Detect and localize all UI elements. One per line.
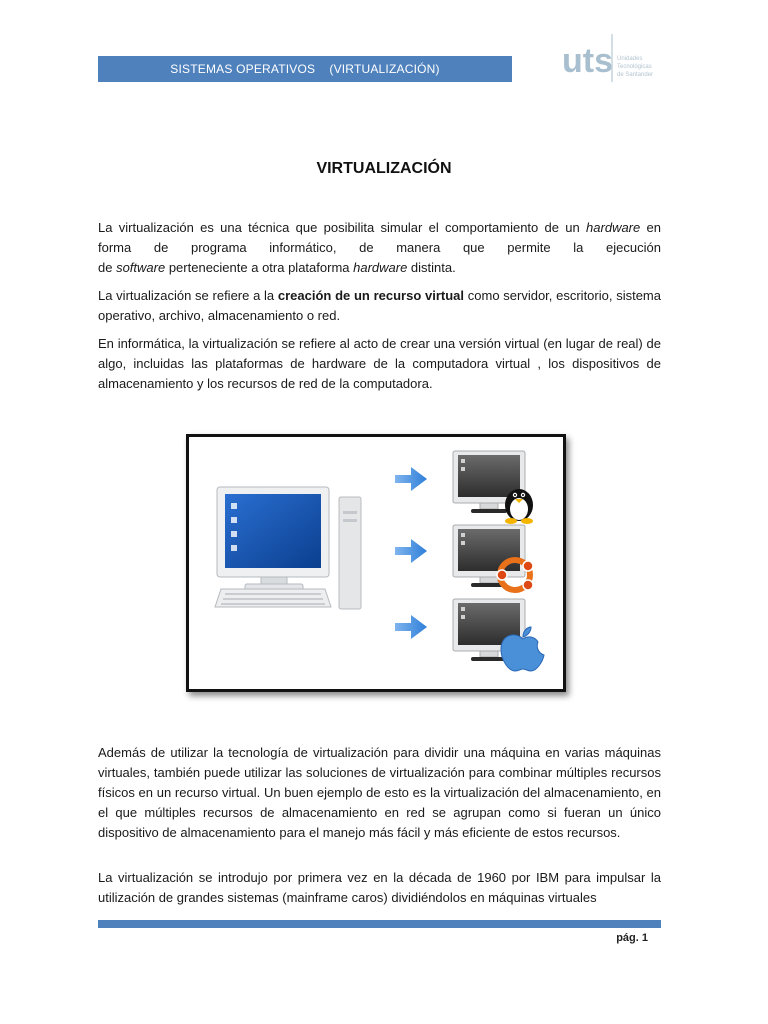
text-run: de [98, 260, 117, 275]
text-run: La virtualización se refiere a la [98, 288, 278, 303]
uts-logo-graphic [560, 30, 670, 88]
virtual-monitor-icon [453, 525, 525, 587]
virtualization-illustration [186, 434, 566, 692]
word: de [153, 240, 169, 255]
text-run-italic: hardware [353, 260, 408, 275]
logo-sub-line-2: Tecnológicas [617, 64, 652, 70]
logo-sub-line-1: Unidades [617, 56, 643, 62]
word: de [359, 240, 374, 255]
text-run-bold: creación de un recurso virtual [277, 288, 465, 303]
document-header-bar [98, 56, 512, 82]
paragraph-4: Además de utilizar la tecnología de virtualización para dividir una máquina en varias máquinas virtuales, también puede utilizar las soluciones de virtualización para combinar múltiples recursos físicos en un recurso virtual. Un buen ejemplo de esto es la virtualización del almacenamiento, en el que múltiples recursos de almacenamiento en red se agrupan como si fueran un único dispositivo de almacenamiento para el manejo más fácil y más eficiente de estos recursos. [98, 745, 661, 840]
paragraph-3: En informática, la virtualización se refiere al acto de crear una versión virtual (en lugar de real) de algo, incluidas las plataformas de hardware de la computadora virtual , los dispositivos de almacenamiento y los recursos de red de la computadora. [98, 336, 661, 391]
word: la [573, 240, 584, 255]
header-title: SISTEMAS OPERATIVOS (VIRTUALIZACIÓN) [170, 62, 440, 76]
paragraph-1-line-1 [98, 218, 661, 238]
document-footer-bar [98, 920, 661, 928]
logo-mark-text: uts [562, 42, 613, 80]
word: informático, [269, 240, 337, 255]
paragraph-1 [98, 218, 661, 278]
arrow-right-icon [395, 539, 427, 563]
logo-sub-line-3: de Santander [617, 72, 654, 78]
word: manera [396, 240, 441, 255]
desktop-computer-icon [215, 487, 361, 609]
word: programa [190, 240, 247, 255]
illustration-canvas [189, 437, 563, 689]
text-run: en [640, 220, 661, 235]
text-run: distinta. [407, 260, 456, 275]
word: que [462, 240, 485, 255]
paragraph-5: La virtualización se introdujo por primera vez en la década de 1960 por IBM para impulsar la utilización de grandes sistemas (mainframe caros) dividiéndolos en máquinas virtuales [98, 870, 661, 905]
arrow-right-icon [395, 467, 427, 491]
paragraph-1-line-2 [98, 238, 661, 258]
word: permite [507, 240, 551, 255]
page-title: VIRTUALIZACIÓN [316, 160, 452, 177]
paragraph-1-line-3 [98, 258, 661, 278]
text-run-italic: software [116, 260, 166, 275]
text-run: La virtualización es una técnica que posibilita simular el comportamiento de un [98, 220, 587, 235]
paragraph-2 [98, 286, 661, 326]
uts-logo [560, 30, 670, 88]
text-run: como servidor, escritorio, sistema operativo, archivo, almacenamiento o red. [98, 288, 661, 323]
text-run: perteneciente a otra plataforma [165, 260, 354, 275]
linux-tux-icon [505, 489, 533, 524]
word: forma [98, 240, 132, 255]
page-number: pág. 1 [616, 932, 648, 944]
word: ejecución [606, 240, 661, 255]
text-run-italic: hardware [586, 220, 641, 235]
arrow-right-icon [395, 615, 427, 639]
